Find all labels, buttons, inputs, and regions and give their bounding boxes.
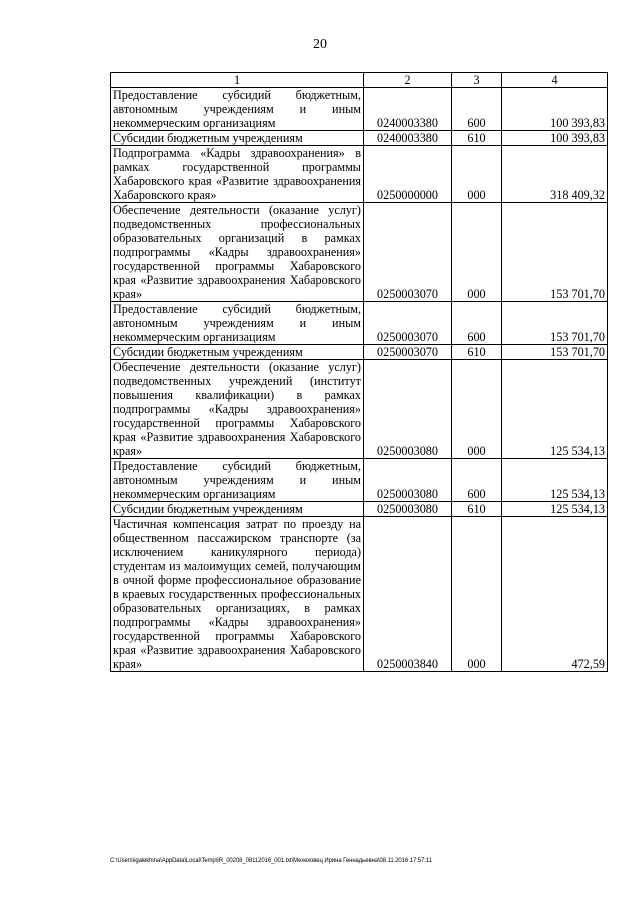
row-amount: 125 534,13 [502,459,608,502]
row-amount: 153 701,70 [502,203,608,302]
row-type: 000 [452,360,502,459]
row-name: Субсидии бюджетным учреждениям [111,345,364,360]
table-header-row [111,73,608,88]
file-path-footer: C:\Users\igalekhina\AppData\Local\Temp\IR_00208_08112016_001.txt\Мехеховец Ирина Геннадьевна\08.11.2016 17:57:11 [110,858,432,864]
row-type: 000 [452,203,502,302]
row-amount: 125 534,13 [502,360,608,459]
row-type: 600 [452,302,502,345]
table-row [111,345,608,360]
row-type: 000 [452,517,502,672]
header-col-3: 3 [452,73,502,88]
table-row [111,360,608,459]
row-type: 610 [452,131,502,146]
row-code: 0250003840 [364,517,452,672]
row-type: 610 [452,502,502,517]
table-row [111,302,608,345]
row-code: 0250000000 [364,146,452,203]
header-col-4: 4 [502,73,608,88]
table-row [111,146,608,203]
row-code: 0250003070 [364,302,452,345]
row-code: 0240003380 [364,131,452,146]
table-row [111,459,608,502]
row-type: 600 [452,88,502,131]
row-name: Предоставление субсидий бюджетным, автономным учреждениям и иным некоммерческим организациям [111,302,364,345]
row-name: Обеспечение деятельности (оказание услуг) подведомственных профессиональных образовательных организаций в рамках подпрограммы «Кадры здравоохранения» государственной программы Хабаровского края «Развитие здравоохранения Хабаровского края» [111,203,364,302]
page-number: 20 [313,37,327,52]
row-amount: 472,59 [502,517,608,672]
row-type: 000 [452,146,502,203]
row-name: Предоставление субсидий бюджетным, автономным учреждениям и иным некоммерческим организациям [111,459,364,502]
row-amount: 100 393,83 [502,88,608,131]
row-amount: 153 701,70 [502,345,608,360]
row-name: Частичная компенсация затрат по проезду на общественном пассажирском транспорте (за исключением каникулярного периода) студентам из малоимущих семей, получающим в очной форме профессиональное образование в краевых государственных профессиональных образовательных организациях, в рамках подпрограммы «Кадры здравоохранения» государственной программы Хабаровского края «Развитие здравоохранения Хабаровского края» [111,517,364,672]
row-type: 610 [452,345,502,360]
budget-table [110,72,608,672]
row-name: Субсидии бюджетным учреждениям [111,502,364,517]
table-row [111,131,608,146]
table-row [111,502,608,517]
row-code: 0240003380 [364,88,452,131]
row-amount: 318 409,32 [502,146,608,203]
table-row [111,88,608,131]
row-name: Субсидии бюджетным учреждениям [111,131,364,146]
row-name: Подпрограмма «Кадры здравоохранения» в рамках государственной программы Хабаровского края «Развитие здравоохранения Хабаровского края» [111,146,364,203]
row-code: 0250003080 [364,459,452,502]
row-code: 0250003080 [364,502,452,517]
row-amount: 125 534,13 [502,502,608,517]
header-col-2: 2 [364,73,452,88]
row-code: 0250003070 [364,203,452,302]
row-code: 0250003080 [364,360,452,459]
row-amount: 100 393,83 [502,131,608,146]
row-code: 0250003070 [364,345,452,360]
table-row [111,203,608,302]
table-row [111,517,608,672]
header-col-1: 1 [111,73,364,88]
row-type: 600 [452,459,502,502]
row-amount: 153 701,70 [502,302,608,345]
row-name: Предоставление субсидий бюджетным, автономным учреждениям и иным некоммерческим организациям [111,88,364,131]
row-name: Обеспечение деятельности (оказание услуг) подведомственных учреждений (институт повышения квалификации) в рамках подпрограммы «Кадры здравоохранения» государственной программы Хабаровского края «Развитие здравоохранения Хабаровского края» [111,360,364,459]
